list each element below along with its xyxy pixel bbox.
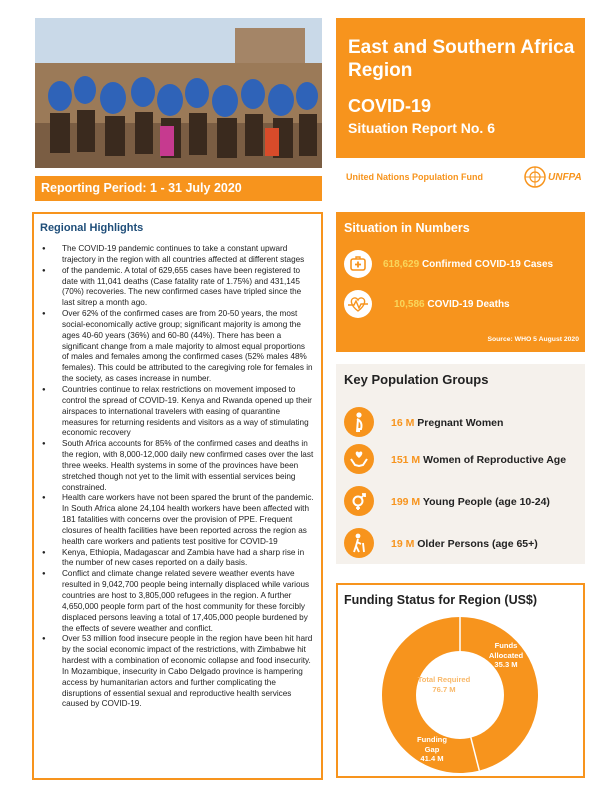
group-label: Older Persons (age 65+) <box>417 538 538 550</box>
medical-kit-icon <box>344 250 372 278</box>
gap-label: Funding Gap <box>417 735 447 754</box>
list-item: ● Countries continue to relax restrictions on movement imposed to control the spread of COVID-19. Kenya and Rwanda opened up their airspaces to international travelers with easing of quarantine measures for returning residents and visitors as a way of stimulating economic recovery <box>40 385 314 439</box>
highlights-list <box>40 244 314 710</box>
cases-label: Confirmed COVID-19 Cases <box>421 259 554 270</box>
group-women-reproductive-age <box>391 454 566 466</box>
heartbeat-icon <box>344 290 372 318</box>
highlights-title: Regional Highlights <box>40 222 144 234</box>
situation-in-numbers-panel <box>336 212 585 352</box>
group-label: Pregnant Women <box>417 417 504 429</box>
allocated-data-label <box>484 641 528 670</box>
reporting-period: Reporting Period: 1 - 31 July 2020 <box>35 176 322 201</box>
allocated-value: 35.3 M <box>494 660 518 669</box>
group-number: 16 M <box>391 417 415 429</box>
funding-donut-chart <box>380 615 540 775</box>
pregnant-woman-icon <box>344 407 374 437</box>
group-label: Women of Reproductive Age <box>423 454 567 466</box>
gap-value: 41.4 M <box>420 754 444 763</box>
group-label: Young People (age 10-24) <box>422 496 550 508</box>
report-subtitle: Situation Report No. 6 <box>348 120 495 136</box>
covid-title: COVID-19 <box>348 96 432 116</box>
allocated-label: Funds Allocated <box>488 641 524 660</box>
list-item: ● Conflict and climate change related severe weather events have resulted in 9,042,700 people being internally displaced while various countries are host to 3,805,000 refugees in the region. A further 4,650,000 people form part of the host community for these forcibly displaced persons leaving a total of 17,405,000 people burdened by the effects of severe weather and conflict. <box>40 569 314 634</box>
title-block <box>336 18 585 158</box>
list-item: ● Over 53 million food insecure people in the region have been hit hard by the social economic impact of the restrictions, with Zimbabwe hit hardest with a combination of economic collapse and food insecurity. In Mozambique, insecurity in Cabo Delgado province is hampering access by humanitarian actors and further complicating the disruptions of essential sexual and reproductive health services caused by COVID-19. <box>40 634 314 710</box>
confirmed-cases-stat <box>383 259 553 270</box>
deaths-stat <box>394 299 510 310</box>
crowd-photo-illustration <box>35 18 322 168</box>
situation-title: Situation in Numbers <box>344 221 470 235</box>
group-pregnant-women <box>391 417 503 429</box>
key-population-panel <box>336 364 585 564</box>
total-label: Total Required <box>417 675 471 684</box>
group-number: 151 M <box>391 454 421 466</box>
gap-data-label <box>410 735 454 764</box>
deaths-number: 10,586 <box>394 299 425 310</box>
deaths-label: COVID-19 Deaths <box>427 299 510 310</box>
list-item: ● Over 62% of the confirmed cases are from 20-50 years, the most social-economically active group; significant majority is among the ages 40-60 years (36%) and 60-80 (44%). There has been a significant change from a male majority to almost equal proportions of males and females among the confirmed cases (52% males 48% females). This could be attributed to the caregiving role for females in the society, as cases increase in number. <box>40 309 314 385</box>
list-item: ● The COVID-19 pandemic continues to take a constant upward trajectory in the region with all countries affected at different stages <box>40 244 314 266</box>
group-number: 19 M <box>391 538 415 550</box>
list-item: ● of the pandemic. A total of 629,655 cases have been registered to date with 11,041 deaths (Case fatality rate of 1.75%) and 431,145 (70%) recoveries. The new confirmed cases have tripled since the last sitrep a month ago. <box>40 266 314 309</box>
list-item: ● Kenya, Ethiopia, Madagascar and Zambia have had a sharp rise in the number of new cases reported on a daily basis. <box>40 548 314 570</box>
gender-symbol-icon <box>344 486 374 516</box>
cases-number: 618,629 <box>383 259 420 270</box>
older-person-icon <box>344 528 374 558</box>
total-value: 76.7 M <box>432 684 456 694</box>
hands-heart-icon <box>344 444 374 474</box>
key-population-title: Key Population Groups <box>344 372 489 387</box>
funding-title: Funding Status for Region (US$) <box>344 593 538 607</box>
regional-highlights-panel <box>32 212 323 780</box>
list-item: ● Health care workers have not been spared the brunt of the pandemic. In South Africa alone 24,104 health workers have been affected with 181 fatalities with concerns over the provision of PPE. Frequent closures of health facilities have been reported across the region as health care workers and patients test positive for COVID-19 <box>40 493 314 547</box>
header-photo <box>35 18 322 168</box>
group-older-persons <box>391 538 538 550</box>
list-item: ● South Africa accounts for 85% of the confirmed cases and deaths in the region, with 8,000-12,000 daily new confirmed cases over the last three weeks. Health systems in some of the provinces have been stretched though not yet to the limit with essential services being constrained. <box>40 439 314 493</box>
group-number: 199 M <box>391 496 421 508</box>
group-young-people <box>391 496 550 508</box>
report-title: East and Southern Africa Region <box>348 37 575 81</box>
unfpa-logo-icon <box>524 166 546 188</box>
funding-status-panel <box>336 583 585 778</box>
unfpa-logo-text: UNFPA <box>548 172 582 183</box>
data-source: Source: WHO 5 August 2020 <box>487 336 579 343</box>
organization-name: United Nations Population Fund <box>346 172 483 182</box>
total-required-label <box>414 675 474 694</box>
